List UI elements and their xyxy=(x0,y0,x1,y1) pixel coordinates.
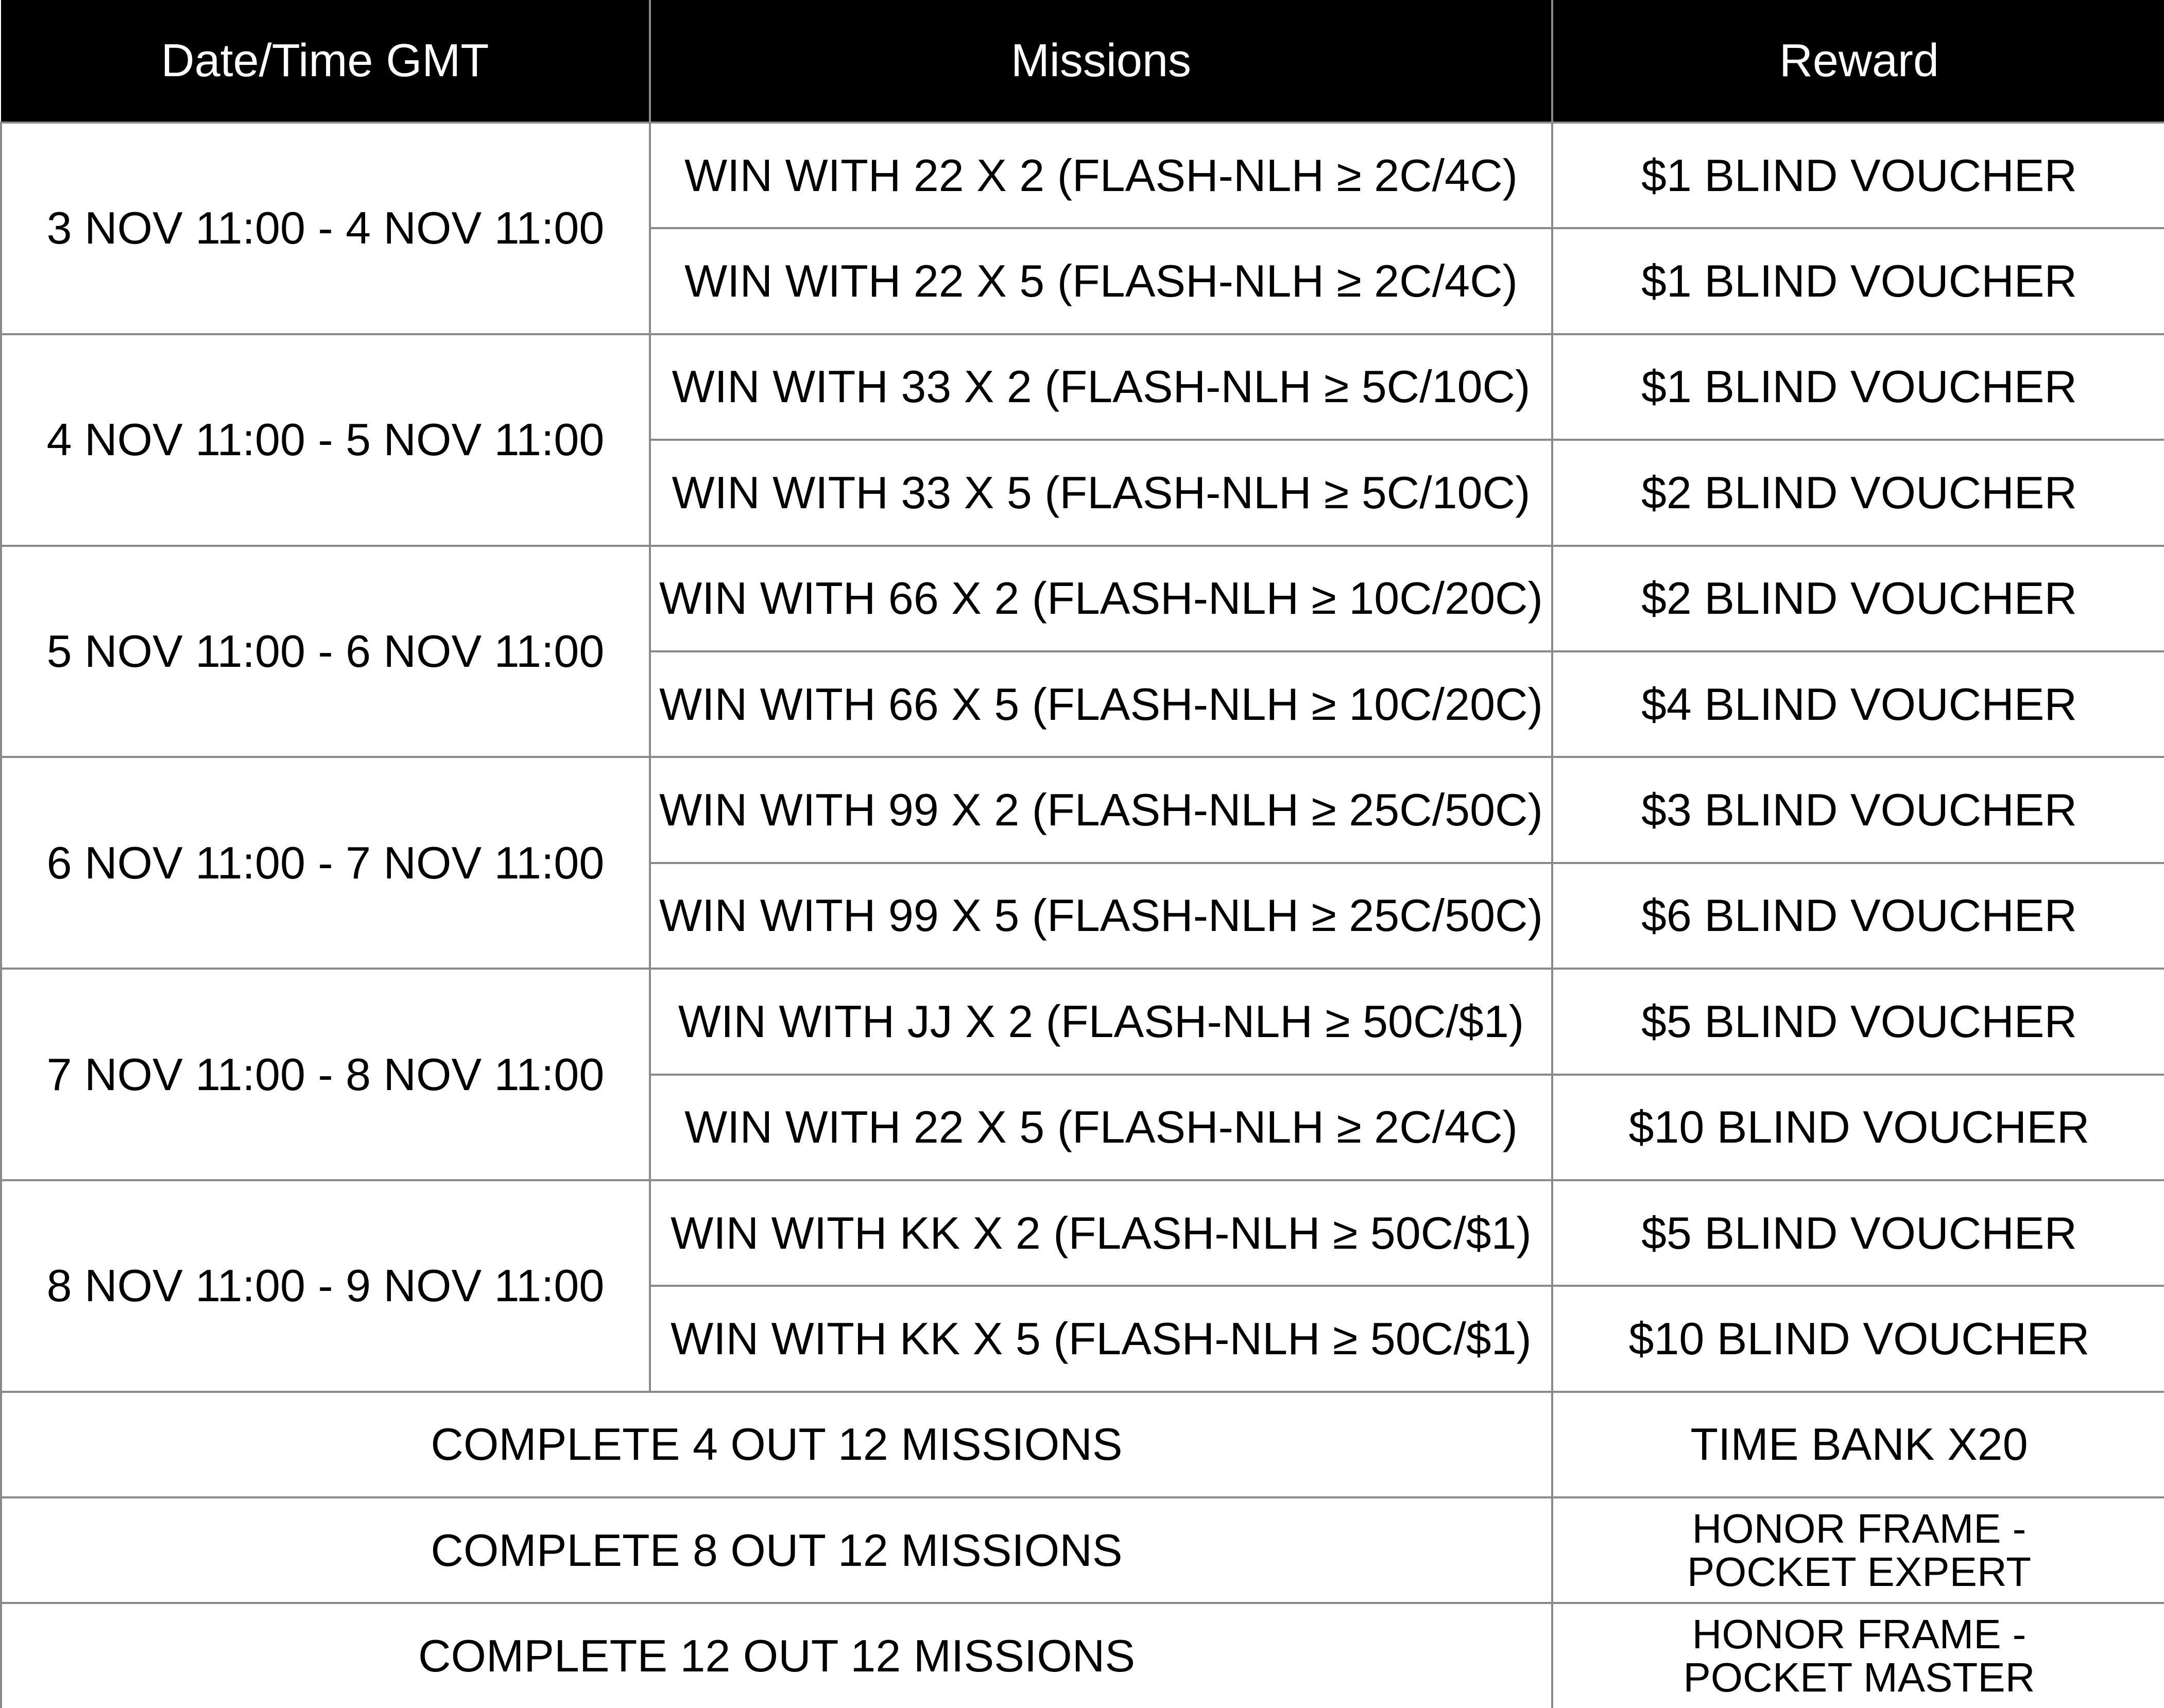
milestone-row xyxy=(1,1392,2164,1497)
reward-cell: $1 BLIND VOUCHER xyxy=(1552,334,2164,440)
reward-cell: $3 BLIND VOUCHER xyxy=(1552,757,2164,862)
date-cell: 6 NOV 11:00 - 7 NOV 11:00 xyxy=(1,757,650,969)
mission-cell: WIN WITH 66 X 5 (FLASH-NLH ≥ 10C/20C) xyxy=(650,651,1552,757)
header-missions: Missions xyxy=(650,0,1552,123)
mission-cell: WIN WITH KK X 2 (FLASH-NLH ≥ 50C/$1) xyxy=(650,1180,1552,1286)
table-row xyxy=(1,546,2164,651)
reward-cell: $10 BLIND VOUCHER xyxy=(1552,1286,2164,1391)
header-row xyxy=(1,0,2164,123)
date-cell: 5 NOV 11:00 - 6 NOV 11:00 xyxy=(1,546,650,757)
table-row xyxy=(1,1180,2164,1286)
reward-cell: $4 BLIND VOUCHER xyxy=(1552,651,2164,757)
milestone-reward: TIME BANK X20 xyxy=(1552,1392,2164,1497)
table-row xyxy=(1,969,2164,1074)
milestone-reward-line: HONOR FRAME - xyxy=(1692,1611,2026,1658)
mission-cell: WIN WITH 22 X 2 (FLASH-NLH ≥ 2C/4C) xyxy=(650,123,1552,228)
reward-cell: $5 BLIND VOUCHER xyxy=(1552,1180,2164,1286)
milestone-reward-line: HONOR FRAME - xyxy=(1692,1505,2026,1551)
milestone-task: COMPLETE 12 OUT 12 MISSIONS xyxy=(1,1603,1552,1708)
mission-cell: WIN WITH 99 X 2 (FLASH-NLH ≥ 25C/50C) xyxy=(650,757,1552,862)
date-cell: 3 NOV 11:00 - 4 NOV 11:00 xyxy=(1,123,650,334)
reward-cell: $10 BLIND VOUCHER xyxy=(1552,1075,2164,1180)
reward-cell: $1 BLIND VOUCHER xyxy=(1552,228,2164,334)
reward-cell: $2 BLIND VOUCHER xyxy=(1552,440,2164,545)
mission-cell: WIN WITH JJ X 2 (FLASH-NLH ≥ 50C/$1) xyxy=(650,969,1552,1074)
milestone-task: COMPLETE 8 OUT 12 MISSIONS xyxy=(1,1497,1552,1603)
header-reward: Reward xyxy=(1552,0,2164,123)
table-row xyxy=(1,334,2164,440)
milestone-row xyxy=(1,1497,2164,1603)
milestone-reward xyxy=(1552,1497,2164,1603)
mission-cell: WIN WITH 66 X 2 (FLASH-NLH ≥ 10C/20C) xyxy=(650,546,1552,651)
date-cell: 4 NOV 11:00 - 5 NOV 11:00 xyxy=(1,334,650,546)
mission-cell: WIN WITH 33 X 5 (FLASH-NLH ≥ 5C/10C) xyxy=(650,440,1552,545)
milestone-reward xyxy=(1552,1603,2164,1708)
header-date-time: Date/Time GMT xyxy=(1,0,650,123)
mission-cell: WIN WITH 22 X 5 (FLASH-NLH ≥ 2C/4C) xyxy=(650,228,1552,334)
reward-cell: $6 BLIND VOUCHER xyxy=(1552,863,2164,969)
date-cell: 8 NOV 11:00 - 9 NOV 11:00 xyxy=(1,1180,650,1392)
milestone-task: COMPLETE 4 OUT 12 MISSIONS xyxy=(1,1392,1552,1497)
milestone-row xyxy=(1,1603,2164,1708)
date-cell: 7 NOV 11:00 - 8 NOV 11:00 xyxy=(1,969,650,1180)
milestone-reward-line: POCKET MASTER xyxy=(1683,1654,2035,1701)
reward-cell: $2 BLIND VOUCHER xyxy=(1552,546,2164,651)
reward-cell: $5 BLIND VOUCHER xyxy=(1552,969,2164,1074)
mission-cell: WIN WITH 99 X 5 (FLASH-NLH ≥ 25C/50C) xyxy=(650,863,1552,969)
mission-cell: WIN WITH 22 X 5 (FLASH-NLH ≥ 2C/4C) xyxy=(650,1075,1552,1180)
mission-cell: WIN WITH 33 X 2 (FLASH-NLH ≥ 5C/10C) xyxy=(650,334,1552,440)
milestone-reward-line: POCKET EXPERT xyxy=(1687,1548,2032,1595)
table-row xyxy=(1,757,2164,862)
mission-cell: WIN WITH KK X 5 (FLASH-NLH ≥ 50C/$1) xyxy=(650,1286,1552,1391)
reward-cell: $1 BLIND VOUCHER xyxy=(1552,123,2164,228)
table-row xyxy=(1,123,2164,228)
